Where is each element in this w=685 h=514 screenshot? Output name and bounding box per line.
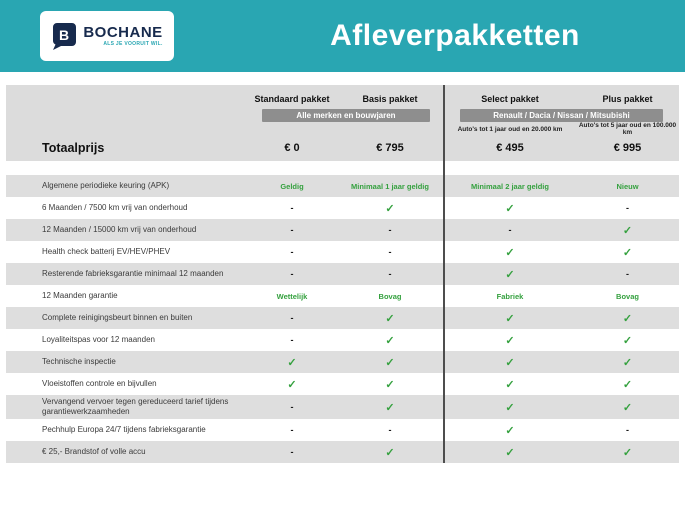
top-banner [0, 0, 685, 72]
check-icon: ✓ [622, 446, 633, 459]
price-standaard: € 0 [284, 141, 300, 154]
group-badge-brand-list: Renault / Dacia / Nissan / Mitsubishi [460, 109, 663, 122]
dash-mark: - [290, 425, 294, 435]
check-icon: ✓ [385, 356, 395, 369]
dash-mark: - [290, 269, 294, 279]
row-value: Geldig [280, 181, 304, 191]
price-select: € 495 [496, 141, 524, 154]
table-row [6, 395, 679, 419]
plus-condition: Auto's tot 5 jaar oud en 100.000 km [578, 122, 677, 136]
dash-mark: - [290, 447, 294, 457]
check-icon: ✓ [287, 356, 297, 369]
dash-mark: - [388, 269, 392, 279]
check-icon: ✓ [505, 401, 515, 414]
table-row [6, 329, 679, 351]
dash-mark: - [508, 225, 512, 235]
price-basis: € 795 [376, 141, 404, 154]
table-header [6, 85, 679, 161]
row-value: Bovag [378, 291, 402, 301]
column-header-basis: Basis pakket [362, 93, 418, 104]
row-label: Loyaliteitspas voor 12 maanden [42, 335, 155, 344]
row-label: € 25,- Brandstof of volle accu [42, 447, 146, 456]
header-spacer [6, 161, 679, 175]
dash-mark: - [388, 425, 392, 435]
check-icon: ✓ [505, 334, 515, 347]
check-icon: ✓ [505, 446, 515, 459]
svg-text:B: B [59, 27, 70, 43]
check-icon: ✓ [385, 446, 395, 459]
row-label: Resterende fabrieksgarantie minimaal 12 maanden [42, 269, 224, 278]
column-header-standaard: Standaard pakket [254, 93, 330, 104]
select-condition: Auto's tot 1 jaar oud en 20.000 km [457, 125, 563, 133]
table-row [6, 307, 679, 329]
row-value: Fabriek [496, 291, 524, 301]
check-icon: ✓ [505, 356, 515, 369]
total-price-label: Totaalprijs [42, 140, 105, 155]
logo-text [83, 25, 162, 47]
bochane-logo [40, 11, 174, 61]
dash-mark: - [388, 247, 392, 257]
check-icon: ✓ [505, 246, 515, 259]
condition-row [6, 122, 679, 134]
check-icon: ✓ [622, 378, 633, 391]
check-icon: ✓ [385, 378, 395, 391]
table-row [6, 197, 679, 219]
dash-mark: - [626, 203, 629, 213]
row-value: Bovag [616, 291, 639, 301]
column-divider [443, 85, 445, 463]
dash-mark: - [626, 425, 629, 435]
check-icon: ✓ [287, 378, 297, 391]
table-row [6, 441, 679, 463]
check-icon: ✓ [622, 401, 633, 414]
check-icon: ✓ [385, 401, 395, 414]
column-header-plus: Plus pakket [602, 93, 653, 104]
check-icon: ✓ [622, 224, 633, 237]
check-icon: ✓ [385, 202, 395, 215]
check-icon: ✓ [505, 424, 515, 437]
logo-name: BOCHANE [83, 24, 163, 41]
row-label: Health check batterij EV/HEV/PHEV [42, 247, 171, 256]
row-label: Algemene periodieke keuring (APK) [42, 181, 170, 190]
table-row [6, 419, 679, 441]
row-label: Pechhulp Europa 24/7 tijdens fabrieksgarantie [42, 425, 206, 434]
row-label: 12 Maanden garantie [42, 291, 118, 300]
check-icon: ✓ [505, 202, 515, 215]
check-icon: ✓ [385, 312, 395, 325]
dash-mark: - [290, 247, 294, 257]
row-label: 12 Maanden / 15000 km vrij van onderhoud [42, 225, 197, 234]
row-value: Minimaal 2 jaar geldig [471, 181, 549, 191]
table-row [6, 241, 679, 263]
bochane-logo-icon [51, 22, 77, 50]
logo-tagline: ALS JE VOORUIT WIL. [103, 41, 163, 47]
table-row [6, 285, 679, 307]
row-value: Nieuw [616, 181, 639, 191]
dash-mark: - [290, 203, 294, 213]
group-badge-row [6, 108, 679, 122]
total-price-row [6, 134, 679, 161]
check-icon: ✓ [622, 356, 633, 369]
table-row [6, 263, 679, 285]
group-badge-all-brands: Alle merken en bouwjaren [262, 109, 430, 122]
check-icon: ✓ [622, 312, 633, 325]
check-icon: ✓ [385, 334, 395, 347]
row-label: Complete reinigingsbeurt binnen en buiten [42, 313, 193, 322]
row-label: 6 Maanden / 7500 km vrij van onderhoud [42, 203, 188, 212]
dash-mark: - [290, 225, 294, 235]
table-row [6, 219, 679, 241]
package-comparison-table [6, 72, 679, 463]
table-row [6, 373, 679, 395]
row-label: Technische inspectie [42, 357, 116, 366]
check-icon: ✓ [622, 246, 633, 259]
row-value: Minimaal 1 jaar geldig [351, 181, 429, 191]
dash-mark: - [290, 313, 294, 323]
row-label: Vloeistoffen controle en bijvullen [42, 379, 157, 388]
package-header-row [6, 90, 679, 107]
price-plus: € 995 [613, 141, 642, 154]
column-header-select: Select pakket [481, 93, 539, 104]
row-value: Wettelijk [276, 291, 308, 301]
table-row [6, 175, 679, 197]
dash-mark: - [388, 225, 392, 235]
dash-mark: - [290, 335, 294, 345]
dash-mark: - [626, 269, 629, 279]
table-row [6, 351, 679, 373]
check-icon: ✓ [505, 312, 515, 325]
check-icon: ✓ [505, 268, 515, 281]
check-icon: ✓ [622, 334, 633, 347]
table-rows [6, 175, 679, 463]
row-label: Vervangend vervoer tegen gereduceerd tarief tijdens garantiewerkzaamheden [42, 397, 229, 416]
dash-mark: - [290, 402, 294, 412]
check-icon: ✓ [505, 378, 515, 391]
page-title: Afleverpakketten [330, 19, 580, 52]
